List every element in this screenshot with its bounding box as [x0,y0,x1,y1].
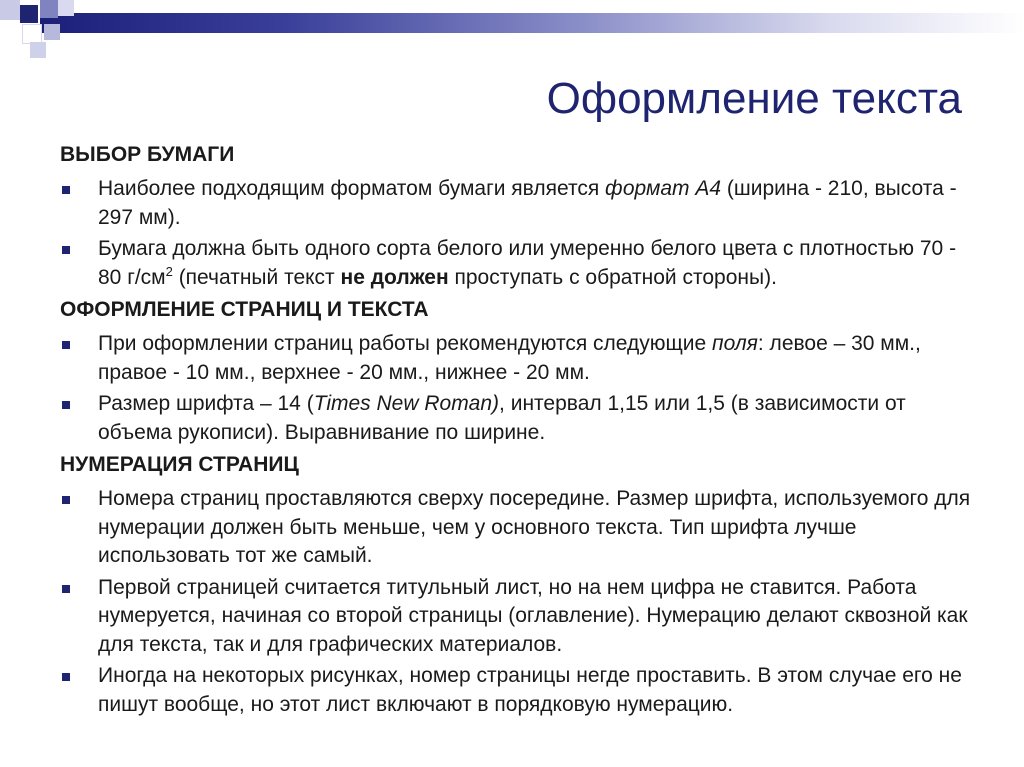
bullet-text: Бумага должна быть одного сорта белого или умеренно белого цвета с плотностью 70 - 80 г/см [98,237,957,289]
bullet-text: Иногда на некоторых рисунках, номер страницы негде проставить. В этом случае его не пишут вообще, но этот лист включают в порядковую нумерацию. [98,664,962,716]
bullet-text: (ширина - 210, высота - 297 мм). [98,177,957,229]
bullet-text: поля [712,332,758,355]
bullet-text: проступать с обратной стороны). [448,265,777,289]
decor-square-7 [30,42,46,58]
decor-square-4 [58,0,74,16]
section-heading: ВЫБОР БУМАГИ [60,143,235,166]
bullet-text: (печатный текст [172,265,341,289]
bullet-text: формат А4 [605,177,722,200]
bullet-item [60,390,980,447]
bullet-text: не должен [340,265,449,289]
bullet-text: , интервал 1,15 или 1,5 (в зависимости от объема рукописи). Выравнивание по ширине. [98,392,906,444]
decor-square-2 [20,5,38,23]
slide-content [60,137,980,722]
decor-square-6 [44,24,60,40]
bullet-text: Первой страницей считается титульный лист, но на нем цифра не ставится. Работа нумеруется, начиная со второй страницы (оглавление). Нумерацию делают сквозной как для текста, так и для графических материалов. [98,575,968,656]
section-heading: НУМЕРАЦИЯ СТРАНИЦ [60,453,299,476]
bullet-item [60,175,980,232]
bullet-item [60,574,980,660]
decor-square-1 [0,0,20,20]
bullet-text: Наиболее подходящим форматом бумаги является [98,177,606,200]
bullet-text: Times New Roman) [313,392,500,415]
square-bullet-icon [62,496,70,504]
bullet-item [60,330,980,387]
square-bullet-icon [62,585,70,593]
bullet-item [60,235,980,292]
page-title: Оформление текста [546,74,962,123]
square-bullet-icon [62,246,70,254]
square-bullet-icon [62,401,70,409]
bullet-text: Размер шрифта – 14 ( [98,392,314,415]
decor-square-5 [22,24,42,44]
bullet-text: : левое – 30 мм., правое - 10 мм., верхнее - 20 мм., нижнее - 20 мм. [98,332,921,384]
bullet-text: 2 [165,263,173,279]
square-bullet-icon [62,186,70,194]
bullet-item [60,662,980,719]
bullet-text: При оформлении страниц работы рекомендуются следующие [98,332,713,355]
bullet-text: Номера страниц проставляются сверху посередине. Размер шрифта, используемого для нумерации должен быть меньше, чем у основного текста. Тип шрифта лучше использовать тот же самый. [98,487,971,567]
section-heading: ОФОРМЛЕНИЕ СТРАНИЦ И ТЕКСТА [60,298,429,321]
square-bullet-icon [62,673,70,681]
decor-square-3 [40,0,58,18]
header-gradient-bar [40,13,1024,33]
square-bullet-icon [62,341,70,349]
bullet-item [60,485,980,571]
